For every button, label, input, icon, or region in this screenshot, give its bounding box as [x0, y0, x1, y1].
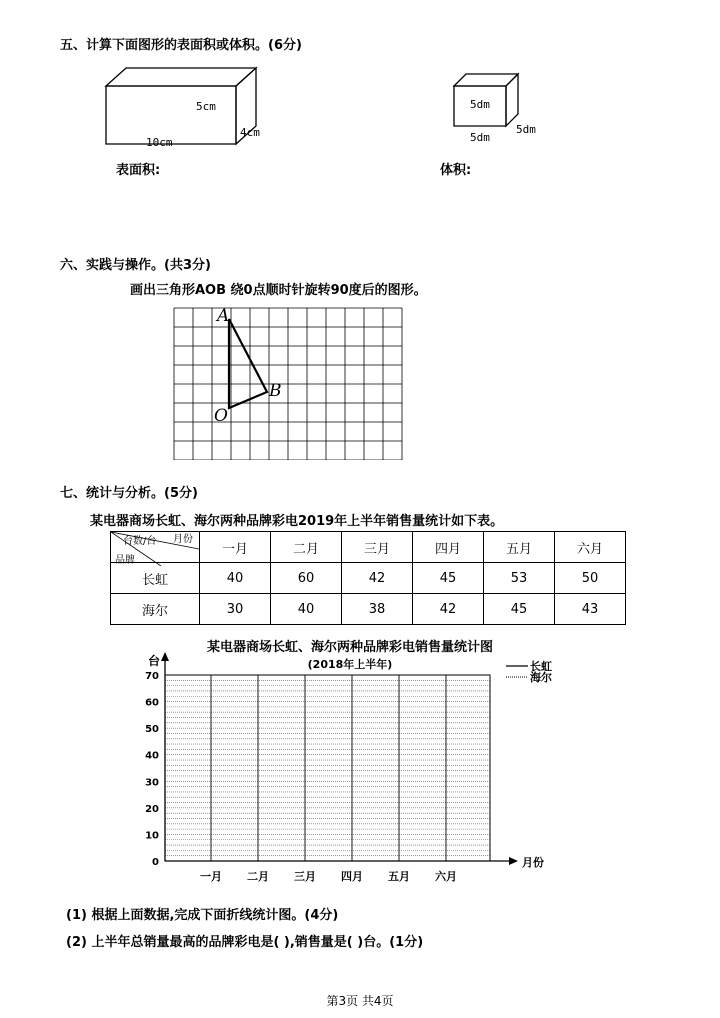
x-axis-label: 月份 [522, 856, 544, 869]
point-a-label: A [217, 306, 230, 326]
surface-area-label: 表面积: [116, 163, 161, 178]
x-tick-label: 三月 [294, 870, 316, 883]
rotation-instruction: 画出三角形AOB 绕0点顺时针旋转90度后的图形。 [130, 283, 427, 298]
legend-label: 长虹 [530, 660, 552, 673]
section7-title: 七、统计与分析。(5分) [60, 486, 198, 501]
chart-title: 某电器商场长虹、海尔两种品牌彩电销售量统计图 [206, 640, 493, 655]
point-o-label: O [214, 406, 228, 426]
cuboid-depth-label: 4cm [240, 126, 260, 139]
month-header: 六月 [555, 532, 626, 563]
x-tick-label: 六月 [435, 870, 457, 883]
value-cell: 50 [555, 563, 626, 594]
y-tick-label: 50 [145, 724, 159, 736]
y-tick-label: 70 [145, 671, 159, 682]
month-header: 二月 [271, 532, 342, 563]
x-axis-arrow [509, 857, 518, 865]
corner-brand-label: 品牌 [115, 555, 135, 566]
x-tick-label: 四月 [341, 870, 363, 883]
section7-intro: 某电器商场长虹、海尔两种品牌彩电2019年上半年销售量统计如下表。 [90, 514, 504, 529]
section5-title: 五、计算下面图形的表面积或体积。(6分) [60, 38, 302, 53]
value-cell: 30 [200, 594, 271, 625]
sales-table [110, 531, 626, 625]
month-header: 三月 [342, 532, 413, 563]
cuboid-width-label: 10cm [146, 136, 173, 149]
y-tick-label: 0 [152, 857, 159, 868]
page-footer: 第3页 共4页 [326, 994, 394, 1008]
y-tick-label: 30 [145, 777, 159, 789]
chart-subtitle: (2018年上半年) [307, 658, 393, 671]
y-axis-label: 台 [148, 654, 161, 668]
legend-label: 海尔 [530, 671, 552, 684]
month-header: 一月 [200, 532, 271, 563]
x-tick-label: 五月 [388, 870, 410, 883]
section6-title: 六、实践与操作。(共3分) [60, 258, 211, 273]
y-axis-arrow [161, 652, 169, 661]
corner-month-label: 月份 [173, 534, 193, 545]
question-2: (2) 上半年总销量最高的品牌彩电是( ),销售量是( )台。(1分) [66, 935, 424, 950]
cuboid-height-label: 5cm [196, 100, 216, 113]
x-tick-label: 二月 [247, 870, 269, 883]
month-header: 五月 [484, 532, 555, 563]
line-chart [130, 650, 570, 890]
value-cell: 60 [271, 563, 342, 594]
value-cell: 42 [342, 563, 413, 594]
table-row [111, 563, 626, 594]
table-row [111, 594, 626, 625]
y-tick-label: 20 [145, 803, 159, 815]
value-cell: 45 [413, 563, 484, 594]
value-cell: 45 [484, 594, 555, 625]
corner-unit-label: 台数/台 [123, 536, 157, 547]
brand-cell: 长虹 [111, 563, 200, 594]
question-1: (1) 根据上面数据,完成下面折线统计图。(4分) [66, 908, 339, 923]
value-cell: 43 [555, 594, 626, 625]
table-corner-cell [111, 532, 200, 566]
brand-cell: 海尔 [111, 594, 200, 625]
cube-side-label: 5dm [516, 123, 536, 136]
rotation-grid [170, 306, 406, 460]
y-tick-label: 40 [145, 750, 159, 762]
chart-frame [165, 675, 490, 861]
triangle-aob [229, 319, 267, 408]
value-cell: 42 [413, 594, 484, 625]
point-b-label: B [269, 381, 282, 401]
value-cell: 40 [271, 594, 342, 625]
cube-bottom-label: 5dm [470, 131, 490, 144]
value-cell: 53 [484, 563, 555, 594]
value-cell: 40 [200, 563, 271, 594]
cube-front-label: 5dm [470, 98, 490, 111]
y-tick-label: 10 [145, 830, 159, 842]
y-tick-label: 60 [145, 697, 159, 709]
value-cell: 38 [342, 594, 413, 625]
x-tick-label: 一月 [200, 870, 222, 883]
table-header-row [111, 532, 626, 563]
volume-label: 体积: [440, 163, 472, 178]
month-header: 四月 [413, 532, 484, 563]
